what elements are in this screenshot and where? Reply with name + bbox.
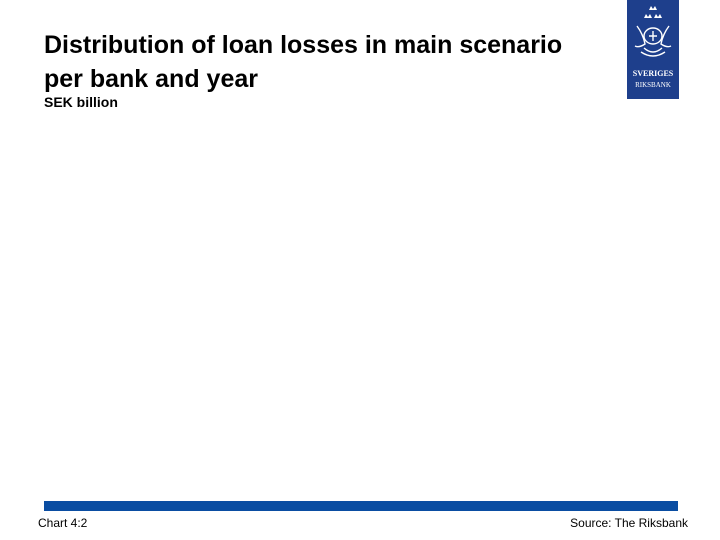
logo-text-line-2: RIKSBANK <box>635 81 671 89</box>
unit-label: SEK billion <box>44 94 118 110</box>
chart-plot-area <box>44 120 678 498</box>
logo-text-line-1: SVERIGES <box>632 69 674 78</box>
riksbank-logo <box>627 0 679 99</box>
chart-title-line-2: per bank and year <box>44 65 258 93</box>
source-note: Source: The Riksbank <box>570 516 688 530</box>
riksbank-emblem-icon <box>627 0 679 99</box>
chart-title <box>44 28 624 96</box>
chart-number: Chart 4:2 <box>38 516 88 530</box>
footer-bar <box>44 501 678 511</box>
chart-title-line-1: Distribution of loan losses in main scenario <box>44 31 563 59</box>
